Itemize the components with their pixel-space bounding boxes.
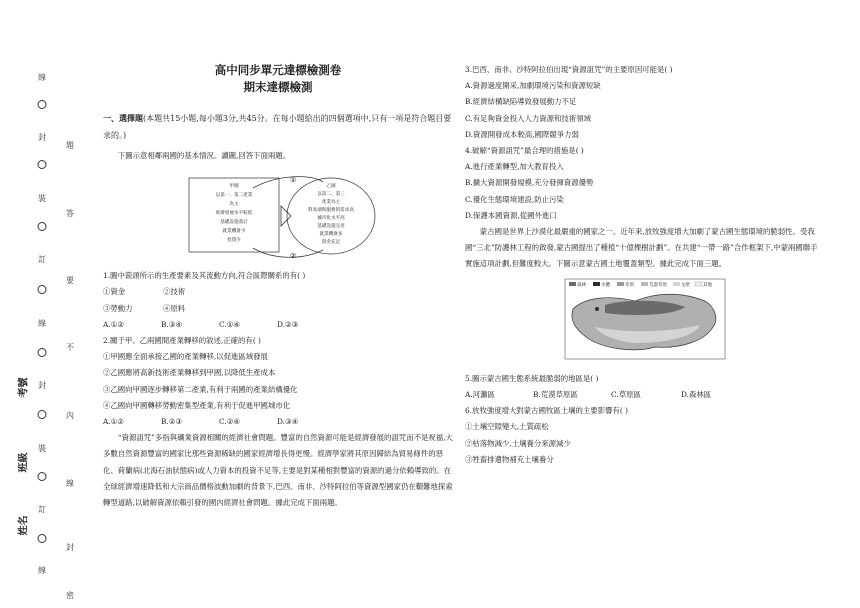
- q4-stem: 4.破解“資源詛咒”最合理的措施是( ): [465, 146, 584, 156]
- legend-swatch: [695, 282, 702, 286]
- q2-item: ②乙國應將高新技術產業轉移到甲國,以降低生產成本: [103, 368, 276, 378]
- country-a-line: 投資少: [227, 238, 241, 244]
- binding-char: 封: [66, 543, 74, 552]
- binding-char: 要: [66, 276, 74, 285]
- group2-passage: “資源詛咒”多指與礦業資源相關的經濟社會問題。豐富的自然資源可能是經濟發展的詛咒而不是祝福,大多數自然資源豐富的國家比那些資源稀缺的國家經濟增長得更慢。經濟學家將其原因歸結為貿易條件的惡化、荷蘭病(北海石油狀態病)或人力資本的投資不足等,主要是對某種相對豐富的資源的過分依賴導致的。在全球經濟增速降低和大宗商品價格波動加劇的背景下,巴西、南非、沙特阿拉伯等資源型國家仍在艱難地探索轉型道路,以破解資源依賴引發的國內經濟社會問題。據此完成下面兩題。: [103, 433, 453, 508]
- q5-option-d[interactable]: D.森林區: [681, 390, 712, 400]
- binding-char: 線: [66, 479, 74, 488]
- binding-hole: [38, 160, 47, 169]
- binding-hole: [38, 472, 47, 481]
- binding-char: 題: [66, 141, 74, 150]
- q1-option-c[interactable]: C.①④: [219, 319, 240, 329]
- country-b-line: 城市化水平高: [317, 216, 345, 222]
- binding-margin-outer: [0, 0, 58, 608]
- exam-no-label: 考號: [18, 377, 30, 398]
- country-a-line: 為主: [229, 202, 239, 208]
- q5-option-b[interactable]: B.荒漠草原區: [533, 390, 578, 400]
- q1-item: ①資金: [103, 287, 126, 297]
- binding-char: 不: [66, 343, 74, 352]
- country-a-line: 以第一、第二產業: [215, 193, 253, 199]
- q6-item: ②枯落物減少,土壤養分來源減少: [465, 438, 571, 448]
- name-label: 姓名: [18, 515, 30, 536]
- group1-intro: 下圖示意相鄰兩國的基本情況。讀圖,回答下面兩題。: [117, 151, 291, 160]
- q2-option-d[interactable]: D.③④: [277, 417, 299, 427]
- legend-desert-steppe: 荒漠草原: [649, 282, 667, 288]
- q1-option-d[interactable]: D.②③: [277, 319, 299, 329]
- q1-item: ④原料: [163, 303, 186, 313]
- q4-option-c[interactable]: C.優化生態環境建設,防止污染: [465, 194, 564, 204]
- binding-hole: [38, 100, 47, 109]
- q2-option-b[interactable]: B.②③: [161, 417, 183, 427]
- binding-char: 封: [38, 381, 46, 390]
- legend-water: 水體: [601, 282, 610, 288]
- q3-option-a[interactable]: A.資源過度開采,加劇環境污染和資源短缺: [465, 81, 601, 91]
- q1-stem: 1.圖中箭頭所示的生產要素及其流動方向,符合區際關系的有( ): [103, 271, 306, 281]
- q1-items: [103, 284, 453, 300]
- q1-item: ②技術: [163, 287, 186, 297]
- q6-item: ①土壤空隙變大,土質疏松: [465, 422, 549, 432]
- lake: [595, 307, 599, 311]
- legend-swatch: [617, 282, 624, 286]
- country-b-line: 乙國: [326, 184, 336, 190]
- country-b-line: 對高端和服務的需求高: [308, 208, 354, 214]
- legend-gobi: 戈壁: [681, 282, 690, 288]
- q5-stem: 5.圖示蒙古國生態系統最脆弱的地區是( ): [465, 373, 599, 383]
- country-b-line: 就業機會多: [319, 232, 343, 238]
- flow-arrow-bottom: [253, 248, 323, 257]
- q1-items: [103, 301, 453, 317]
- q2-item: ①甲國應全面承接乙國的產業轉移,以促進區域發展: [103, 352, 268, 362]
- binding-char: 密: [66, 591, 74, 600]
- q2-stem: 2.關于甲、乙兩國間產業轉移的敘述,正確的有( ): [103, 336, 261, 346]
- binding-hole: [38, 534, 47, 543]
- q1-option-b[interactable]: B.③④: [161, 319, 183, 329]
- country-b-line: 產業為主: [321, 200, 341, 206]
- q2-option-a[interactable]: A.①②: [103, 417, 124, 427]
- q5-options: [465, 387, 820, 403]
- country-a-line: 甲國: [229, 184, 239, 190]
- q3-option-b[interactable]: B.經濟結構缺陷導致發展動力不足: [465, 97, 577, 107]
- map-svg: [565, 279, 725, 359]
- q2-option-c[interactable]: C.②④: [219, 417, 240, 427]
- q3-stem: 3.巴西、南非、沙特阿拉伯出現“資源詛咒”的主要原因可能是( ): [465, 65, 673, 74]
- q6-stem: 6.放牧強度增大對蒙古國牧區土壤的主要影響有( ): [465, 406, 628, 416]
- q5-option-c[interactable]: C.草原區: [611, 390, 641, 400]
- left-column: [103, 62, 453, 508]
- right-column: [465, 62, 820, 468]
- binding-char: 線: [38, 319, 46, 328]
- country-a-line: 就業機會少: [222, 229, 246, 235]
- q4-option-d[interactable]: D.保護本國資源,從國外進口: [465, 210, 557, 220]
- binding-char: 答: [66, 209, 74, 218]
- binding-char: 訂: [38, 505, 46, 514]
- q6-item: ③牲畜排遺物補充土壤養分: [465, 454, 554, 464]
- binding-char: 內: [66, 411, 74, 420]
- binding-char: 裝: [38, 194, 46, 203]
- binding-char: 訂: [38, 255, 46, 264]
- section-instruction: [103, 110, 453, 144]
- q4-option-b[interactable]: B.擴大資源開發規模,充分發揮資源優勢: [465, 178, 594, 188]
- flow-num-2: ②: [290, 252, 297, 261]
- country-b-line: 基礎設施完善: [317, 224, 345, 230]
- legend-swatch: [593, 282, 600, 286]
- binding-hole: [38, 348, 47, 357]
- q3-option-d[interactable]: D.資源開發成本較高,國際競爭力弱: [465, 129, 579, 139]
- q1-option-a[interactable]: A.①②: [103, 319, 124, 329]
- legend-other: 其他: [703, 282, 712, 288]
- section-heading: 一、選擇題: [103, 114, 143, 123]
- exam-title: 高中同步單元達標檢測卷: [214, 63, 342, 77]
- binding-hole: [38, 410, 47, 419]
- two-countries-figure: [183, 170, 383, 262]
- flow-arrow-middle: [281, 206, 291, 226]
- section-instruction-text: (本題共15小題,每小題3分,共45分。在每小題給出的四個選項中,只有一項是符合題目要求的。): [103, 114, 452, 140]
- legend-swatch: [641, 282, 648, 286]
- legend-grassland: 草原: [625, 282, 634, 288]
- exam-subtitle: 期末達標檢測: [243, 80, 313, 94]
- legend-forest: 森林: [577, 282, 586, 288]
- binding-char: 裝: [38, 444, 46, 453]
- class-label: 班級: [18, 452, 30, 473]
- group3-passage: 蒙古國是世界上沙漠化最嚴重的國家之一。近年來,放牧強度增大加劇了蒙古國生態環境的脆弱性。受我國“三北”防護林工程的啟發,蒙古國提出了種植“十億棵樹計劃”。在共建“一帶一路”合作框架下,中蒙兩國聯手實施這項計劃,但難度較大。下圖示意蒙古國土地覆蓋類型。據此完成下面三題。: [465, 227, 818, 269]
- legend-swatch: [569, 282, 576, 286]
- binding-char: 封: [38, 133, 46, 142]
- binding-hole: [38, 222, 47, 231]
- binding-margin-inner: [58, 0, 96, 608]
- q2-item: ④乙國向甲國轉移勞動密集型產業,有利于促進甲國城市化: [103, 400, 291, 410]
- q5-option-a[interactable]: A.河灘區: [465, 390, 495, 400]
- legend-swatch: [673, 282, 680, 286]
- q2-options: [103, 414, 453, 430]
- q2-item: ③乙國向甲國逐步轉移第二產業,有利于兩國的產業結構優化: [103, 384, 298, 394]
- mongolia-land-cover-map: [565, 279, 820, 365]
- q1-item: ③勞動力: [103, 303, 133, 313]
- q3-option-c[interactable]: C.有足夠資金投入人力資源和技術領域: [465, 113, 591, 123]
- country-b-line: 以第二、第三: [317, 192, 345, 198]
- q1-options: [103, 317, 453, 333]
- country-a-line: 基礎設施落后: [220, 220, 248, 226]
- q4-option-a[interactable]: A.進行產業轉型,加大教育投入: [465, 162, 564, 172]
- binding-char: 線: [38, 566, 46, 575]
- binding-hole: [38, 285, 47, 294]
- binding-char: 線: [38, 73, 46, 82]
- figure-svg: [183, 170, 383, 262]
- flow-num-1: ①: [290, 176, 297, 185]
- country-a-line: 經濟發展水平較低: [215, 211, 253, 217]
- country-b-line: 資金充足: [321, 240, 341, 246]
